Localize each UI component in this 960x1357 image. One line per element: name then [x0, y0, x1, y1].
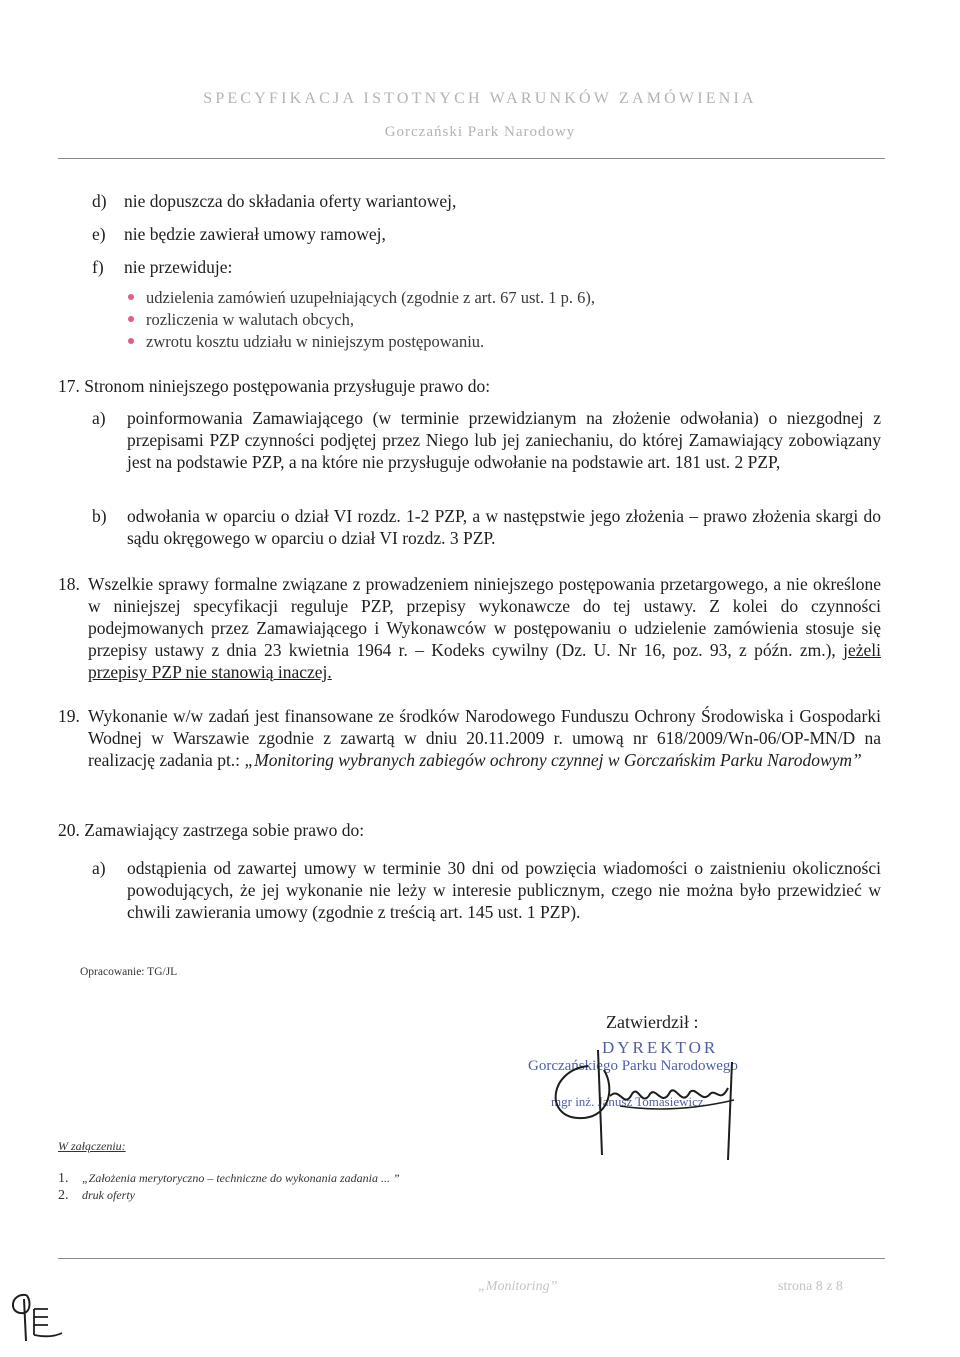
footer-rule — [58, 1258, 885, 1259]
s19-text: Wykonanie w/w zadań jest finansowane ze środków Narodowego Funduszu Ochrony Środowiska i Gospodarki Wodnej w Warszawie zgodnie z zawartą w dniu 20.11.2009 r. umową nr 618/2009/Wn-06/OP-MN/D na realizację zadania pt.: „Monitoring wybranych zabiegów ochrony czynnej w Gorczańskim Parku Narodowym” — [88, 706, 881, 770]
header-title: SPECYFIKACJA ISTOTNYCH WARUNKÓW ZAMÓWIENIA — [203, 90, 757, 107]
stamp-line-3: mgr inż. Janusz Tomasiewicz — [551, 1094, 704, 1109]
bullet-item: udzielenia zamówień uzupełniających (zgodnie z art. 67 ust. 1 p. 6), — [128, 287, 595, 309]
list-item-d — [92, 190, 456, 212]
bullet-item: rozliczenia w walutach obcych, — [128, 309, 354, 331]
s18-underlined: jeżeli przepisy PZP nie stanowią inaczej. — [88, 640, 881, 682]
section-text: Stronom niniejszego postępowania przysługuje prawo do: — [84, 376, 491, 396]
section-number: 20. — [58, 820, 80, 840]
s17-b-text: odwołania w oparciu o dział VI rozdz. 1-2 PZP, a w następstwie jego złożenia – prawo złożenia skargi do sądu okręgowego w oparciu o dział VI rozdz. 3 PZP. — [127, 506, 881, 548]
header-subtitle: Gorczański Park Narodowy — [384, 124, 576, 140]
handwritten-initials-icon — [4, 1287, 68, 1347]
footer-center: „Monitoring” — [478, 1279, 558, 1294]
section-17-heading — [58, 375, 490, 397]
signature-icon — [520, 1030, 780, 1160]
s17-a-label: a) — [92, 408, 106, 428]
bullet-dot-icon — [128, 338, 134, 344]
s17-b-label: b) — [92, 506, 107, 526]
stamp-line-1: DYREKTOR — [602, 1038, 719, 1057]
s20-a-label: a) — [92, 858, 106, 878]
header-rule — [58, 158, 885, 159]
item-text: nie będzie zawierał umowy ramowej, — [124, 224, 386, 244]
stamp-line-2: Gorczańskiego Parku Narodowego — [528, 1058, 738, 1074]
s20-a-text: odstąpienia od zawartej umowy w terminie 30 dni od powzięcia wiadomości o zaistnieniu okoliczności powodujących, że jej wykonanie nie leży w interesie publicznym, czego nie można było przewidzieć w chwili zawierania umowy (zgodnie z treścią art. 145 ust. 1 PZP). — [127, 858, 881, 922]
attachment-item: 2. druk oferty — [58, 1188, 135, 1203]
section-20-heading — [58, 819, 364, 841]
page-number: strona 8 z 8 — [778, 1279, 843, 1294]
item-text: nie dopuszcza do składania oferty wariantowej, — [124, 191, 457, 211]
prepared-by: Opracowanie: TG/JL — [80, 966, 178, 978]
item-label: f) — [92, 257, 104, 277]
s19-number: 19. — [58, 706, 80, 726]
bullet-item: zwrotu kosztu udziału w niniejszym postępowaniu. — [128, 331, 484, 353]
task-title: „Monitoring wybranych zabiegów ochrony czynnej w Gorczańskim Parku Narodowym” — [244, 750, 862, 770]
approval-label: Zatwierdził : — [606, 1012, 699, 1032]
bullet-dot-icon — [128, 316, 134, 322]
list-item-e — [92, 223, 386, 245]
s18-text: Wszelkie sprawy formalne związane z prowadzeniem niniejszego postępowania przetargowego, a nie określone w niniejszej specyfikacji reguluje PZP, przepisy wykonawcze do tej ustawy. Z kolei do czynności podejmowanych przez Zamawiającego i Wykonawców w postępowaniu o udzielenie zamówienia stosuje się przepisy ustawy z dnia 23 kwietnia 1964 r. – Kodeks cywilny (Dz. U. Nr 16, poz. 93, z późn. zm.), jeżeli przepisy PZP nie stanowią inaczej. — [88, 574, 881, 682]
bullet-dot-icon — [128, 294, 134, 300]
s17-a-text: poinformowania Zamawiającego (w terminie przewidzianym na złożenie odwołania) o niezgodnej z przepisami PZP czynności podjętej przez Niego lub jej zaniechaniu, do której Zamawiający zobowiązany jest na podstawie PZP, a na które nie przysługuje odwołanie na podstawie art. 181 ust. 2 PZP, — [127, 408, 881, 472]
item-label: e) — [92, 224, 106, 244]
section-number: 17. — [58, 376, 80, 396]
attachment-item: 1. „Założenia merytoryczno – techniczne do wykonania zadania ... ” — [58, 1171, 400, 1186]
item-label: d) — [92, 191, 107, 211]
item-text: nie przewiduje: — [124, 257, 233, 277]
section-text: Zamawiający zastrzega sobie prawo do: — [84, 820, 365, 840]
attachments-title: W załączeniu: — [58, 1139, 126, 1153]
list-item-f — [92, 256, 232, 278]
s18-number: 18. — [58, 574, 80, 594]
